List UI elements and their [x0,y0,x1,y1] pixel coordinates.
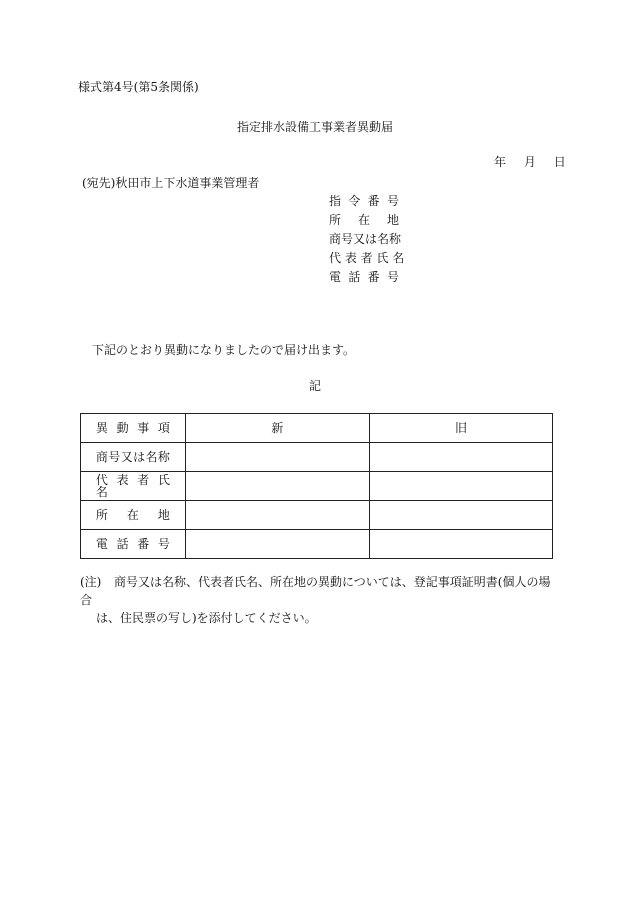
row-label-business-name: 商号又は名称 [81,443,186,472]
table-row [81,443,553,472]
cell-old-representative-name[interactable] [369,472,552,501]
note-line-2: は、住民票の写し)を添付してください。 [96,611,317,625]
change-table [80,413,553,559]
applicant-fields [329,194,405,290]
ki-heading: 記 [308,379,321,393]
table-header-row [81,414,553,443]
row-label-phone-number: 電 話 番 号 [81,530,186,559]
row-label-address: 所 在 地 [81,501,186,530]
note-line-1: 商号又は名称、代表者氏名、所在地の異動については、登記事項証明書(個人の場合 [80,575,551,607]
date-year-label: 年 [494,155,507,169]
addressee: (宛先)秋田市上下水道事業管理者 [82,176,260,190]
field-address: 所 在 地 [329,213,399,227]
date-line [494,156,566,168]
note [80,573,560,627]
cell-new-representative-name[interactable] [185,472,369,501]
field-representative-name: 代 表 者 氏 名 [329,251,405,265]
field-phone-number: 電 話 番 号 [329,270,399,284]
table-row [81,472,553,501]
header-old: 旧 [369,414,552,443]
field-directive-number: 指 令 番 号 [329,194,399,208]
cell-new-address[interactable] [185,501,369,530]
form-number: 様式第4号(第5条関係) [78,80,199,94]
cell-old-business-name[interactable] [369,443,552,472]
cell-new-business-name[interactable] [185,443,369,472]
table-row [81,530,553,559]
table-row [81,501,553,530]
date-month-label: 月 [523,155,536,169]
cell-new-phone-number[interactable] [185,530,369,559]
row-label-representative-name: 代 表 者 氏 名 [81,472,186,501]
header-new: 新 [185,414,369,443]
cell-old-phone-number[interactable] [369,530,552,559]
note-mark: (注) [80,575,102,589]
cell-old-address[interactable] [369,501,552,530]
statement-text: 下記のとおり異動になりましたので届け出ます。 [92,343,356,357]
field-business-name: 商号又は名称 [329,232,402,246]
date-day-label: 日 [553,155,566,169]
header-item: 異 動 事 項 [81,414,186,443]
document-title: 指定排水設備工事業者異動届 [236,120,393,134]
